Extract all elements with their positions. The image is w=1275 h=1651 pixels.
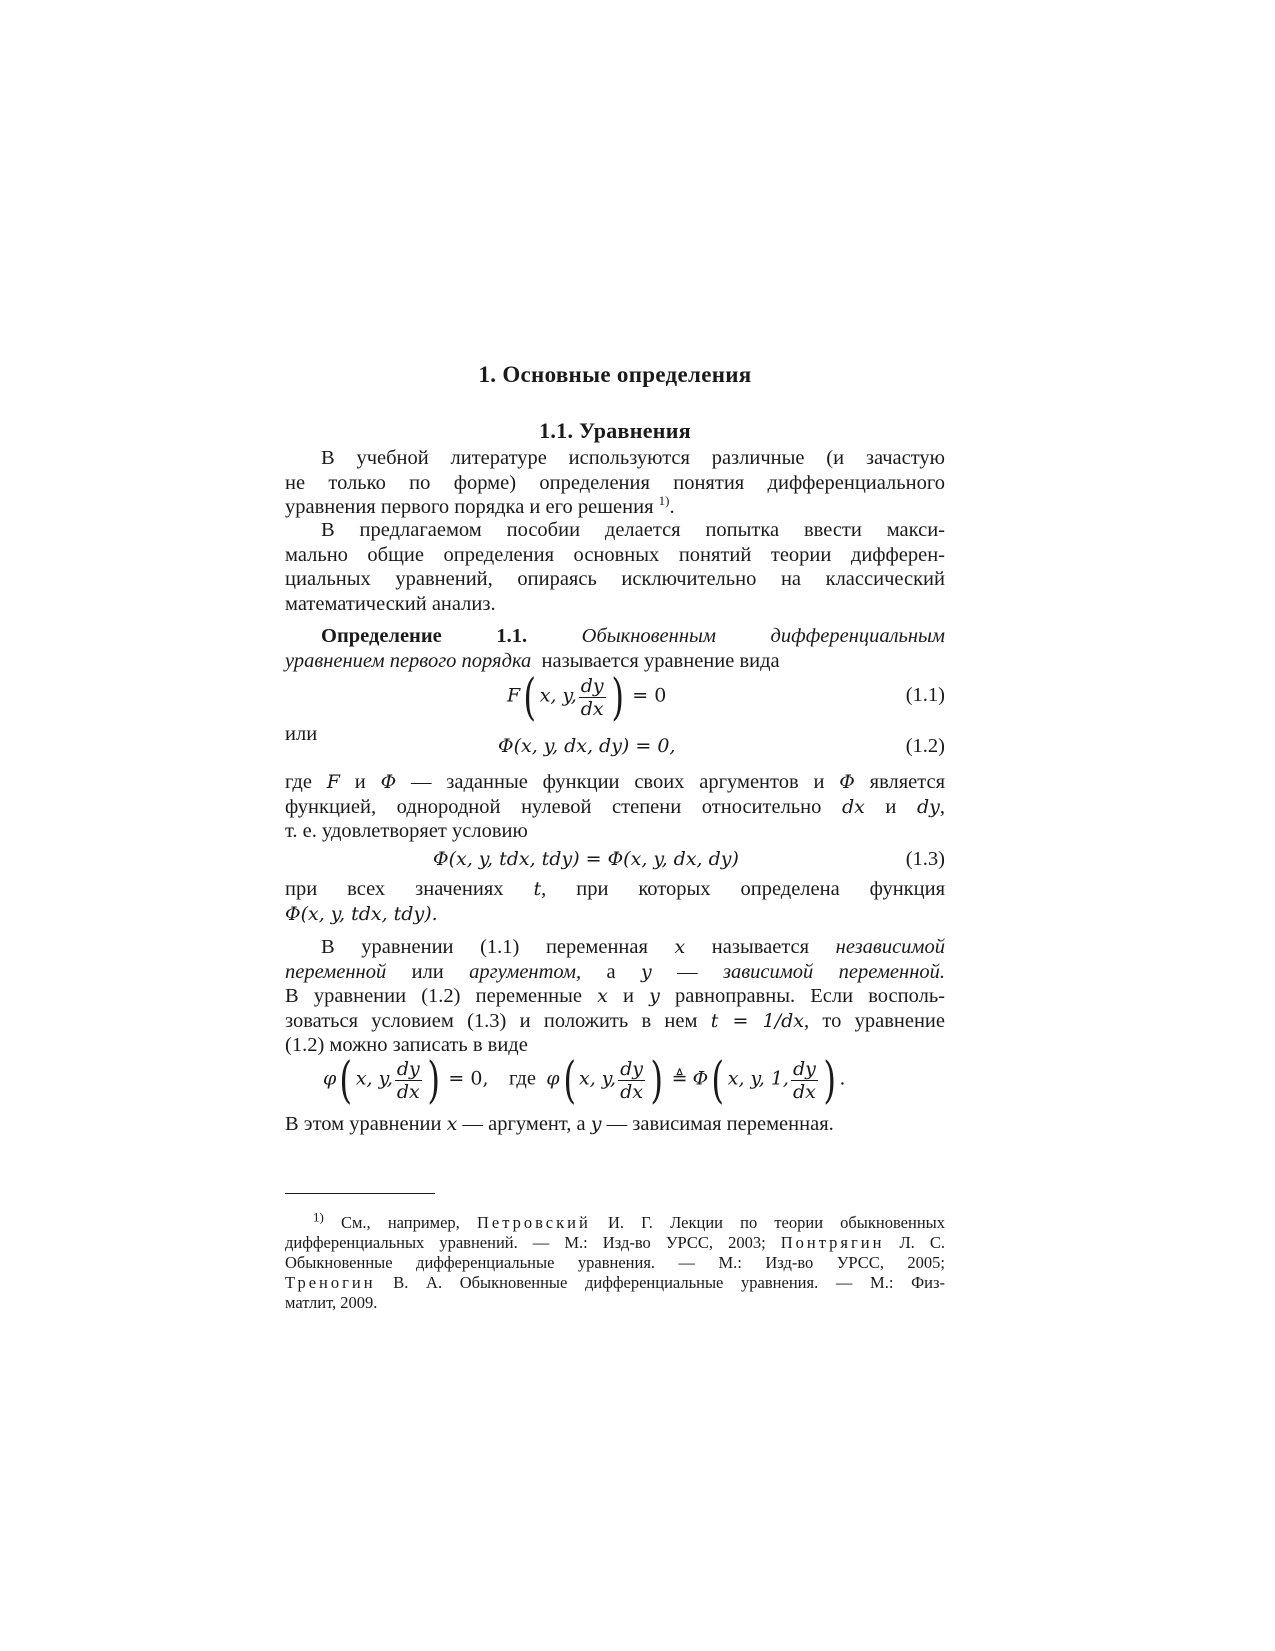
text-line: В уравнении (1.1) переменная x называется независимой (321, 936, 945, 958)
footnote-line: дифференциальных уравнений. — М.: Изд-во УРСС, 2003; Понтрягин Л. С. (285, 1233, 945, 1252)
equation-phi-definition: φ( x, y, $\frac{dy}{dx}$ ) = 0, где φ( x, y, $\frac{dy}{dx}$ ) ≜ Φ( x, y, 1, $\frac{dy}{dx}$ ) . (323, 1051, 846, 1109)
footnote-author: Треногин (285, 1273, 376, 1292)
paragraph-intro (285, 446, 945, 520)
text-line: не только по форме) определения понятия дифференциального (285, 471, 945, 494)
footnote-line: $^{1)}$ См., например, Петровский И. Г. Лекции по теории обыкновенных (313, 1209, 946, 1232)
paragraph-variables (285, 935, 945, 1058)
equation-1-2: Φ(x, y, dx, dy) = 0, (1.2) (498, 735, 945, 757)
footnote-rule (285, 1193, 435, 1194)
equation-number: (1.3) (905, 848, 945, 870)
text-line: при всех значениях t, при которых определена функция (285, 878, 945, 900)
text-line: т. е. удовлетворяет условию (285, 820, 528, 842)
footnote-line: матлит, 2009. (285, 1293, 378, 1312)
equation-1-1: F( x, y, $\frac{dy}{dx}$ ) = 0 (1.1) (507, 668, 945, 726)
or-word: или (285, 723, 318, 745)
equation-1-3: Φ(x, y, tdx, tdy) = Φ(x, y, dx, dy) (1.3) (433, 848, 945, 870)
text-line: переменной или аргументом, а y — зависимой переменной. (285, 960, 945, 983)
footnote-ref[interactable]: 1) (658, 493, 670, 509)
text-line: Φ(x, y, tdx, tdy). (285, 902, 438, 925)
text-line: мально общие определения основных понятий теории дифферен- (285, 543, 945, 566)
definition-term: Обыкновенным дифференциальным (581, 625, 946, 647)
paragraph-aim (285, 518, 945, 616)
text-line: математический анализ. (285, 592, 496, 615)
footnote-mark: 1) (313, 1209, 324, 1225)
footnote-author: Петровский (476, 1213, 591, 1232)
text-line: В учебной литературе используются различные (и зачастую (321, 447, 945, 469)
text-line: уравнением первого порядка называется уравнение вида (285, 649, 780, 672)
text-line: В уравнении (1.2) переменные x и y равноправны. Если восполь- (285, 985, 946, 1007)
equation-number: (1.1) (905, 684, 945, 706)
text-line: уравнения первого порядка и его решения $^{1)}$. (285, 493, 675, 518)
definition-label: Определение 1.1. (321, 625, 528, 647)
footnote-line: Обыкновенные дифференциальные уравнения. — М.: Изд-во УРСС, 2005; (285, 1253, 945, 1272)
footnote-author: Понтрягин (780, 1233, 885, 1252)
footnote-line: Треногин В. А. Обыкновенные дифференциальные уравнения. — М.: Физ- (285, 1273, 945, 1292)
section-heading: 1.1. Уравнения (539, 418, 691, 443)
paragraph-where (285, 770, 945, 844)
text-line: функцией, однородной нулевой степени относительно dx и dy, (285, 795, 945, 818)
text-line: зоваться условием (1.3) и положить в нем t = 1/dx, то уравнение (285, 1009, 946, 1032)
text-line: В этом уравнении x — аргумент, а y — зависимая переменная. (285, 1113, 834, 1135)
equation-number: (1.2) (905, 735, 945, 757)
definition-block (285, 624, 945, 673)
text-line: циальных уравнений, опираясь исключительно на классический (285, 568, 945, 590)
text-line (285, 624, 945, 649)
paragraph-conclusion (285, 1112, 945, 1137)
text-line: (1.2) можно записать в виде (285, 1034, 528, 1056)
chapter-heading: 1. Основные определения (478, 362, 752, 387)
text-line: В предлагаемом пособии делается попытка ввести макси- (321, 519, 945, 541)
text-line: где F и Φ — заданные функции своих аргументов и Φ является (285, 771, 945, 793)
paragraph-condition (285, 877, 945, 926)
footnote (285, 1209, 946, 1313)
